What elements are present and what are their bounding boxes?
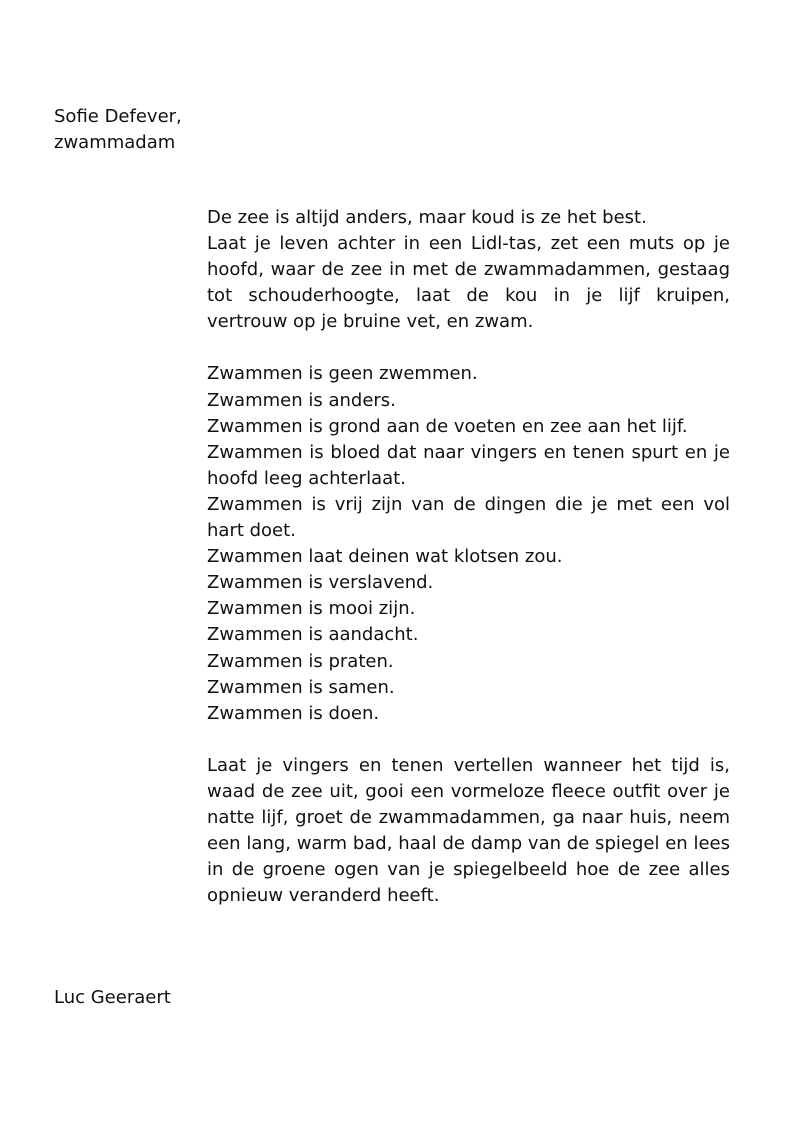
- poem-stanza-2: [207, 361, 730, 726]
- poem-line: Zwammen is mooi zijn.: [207, 598, 416, 620]
- poem-line: Zwammen is grond aan de voeten en zee aan het lijf.: [207, 415, 688, 437]
- poem-line: Zwammen is bloed dat naar vingers en tenen spurt en je hoofd leeg achterlaat.: [207, 441, 730, 489]
- poem-line: Zwammen is praten.: [207, 650, 394, 672]
- poem-stanza-3: [207, 753, 730, 910]
- poem-stanza-1: [207, 205, 730, 335]
- poem-line: Zwammen is samen.: [207, 676, 395, 698]
- poem-paragraph: Laat je leven achter in een Lidl-tas, zet een muts op je hoofd, waar de zee in met de zwammadammen, gestaag tot schouderhoogte, laat de kou in je lijf kruipen, vertrouw op je bruine vet, en zwam.: [207, 233, 730, 333]
- poem-line: Zwammen is geen zwemmen.: [207, 363, 478, 385]
- poem-line: Zwammen is vrij zijn van de dingen die je met een vol hart doet.: [207, 493, 730, 542]
- poem-line: De zee is altijd anders, maar koud is ze het best.: [207, 207, 647, 228]
- header: [54, 104, 182, 156]
- author-subtitle: zwammadam: [54, 132, 176, 153]
- poem-line: Zwammen is anders.: [207, 389, 396, 411]
- poem: [207, 205, 730, 909]
- poem-line: Zwammen laat deinen wat klotsen zou.: [207, 546, 563, 568]
- footer-author: Luc Geeraert: [54, 987, 171, 1008]
- poem-paragraph: Laat je vingers en tenen vertellen wanneer het tijd is, waad de zee uit, gooi een vormeloze fleece outfit over je natte lijf, groet de zwammadammen, ga naar huis, neem een lang, warm bad, haal de damp van de spiegel en lees in de groene ogen van je spiegelbeeld hoe de zee alles opnieuw veranderd heeft.: [207, 754, 730, 907]
- poem-line: Zwammen is doen.: [207, 702, 380, 724]
- poem-line: Zwammen is verslavend.: [207, 572, 434, 594]
- author-name: Sofie Defever,: [54, 106, 182, 127]
- poem-line: Zwammen is aandacht.: [207, 624, 419, 646]
